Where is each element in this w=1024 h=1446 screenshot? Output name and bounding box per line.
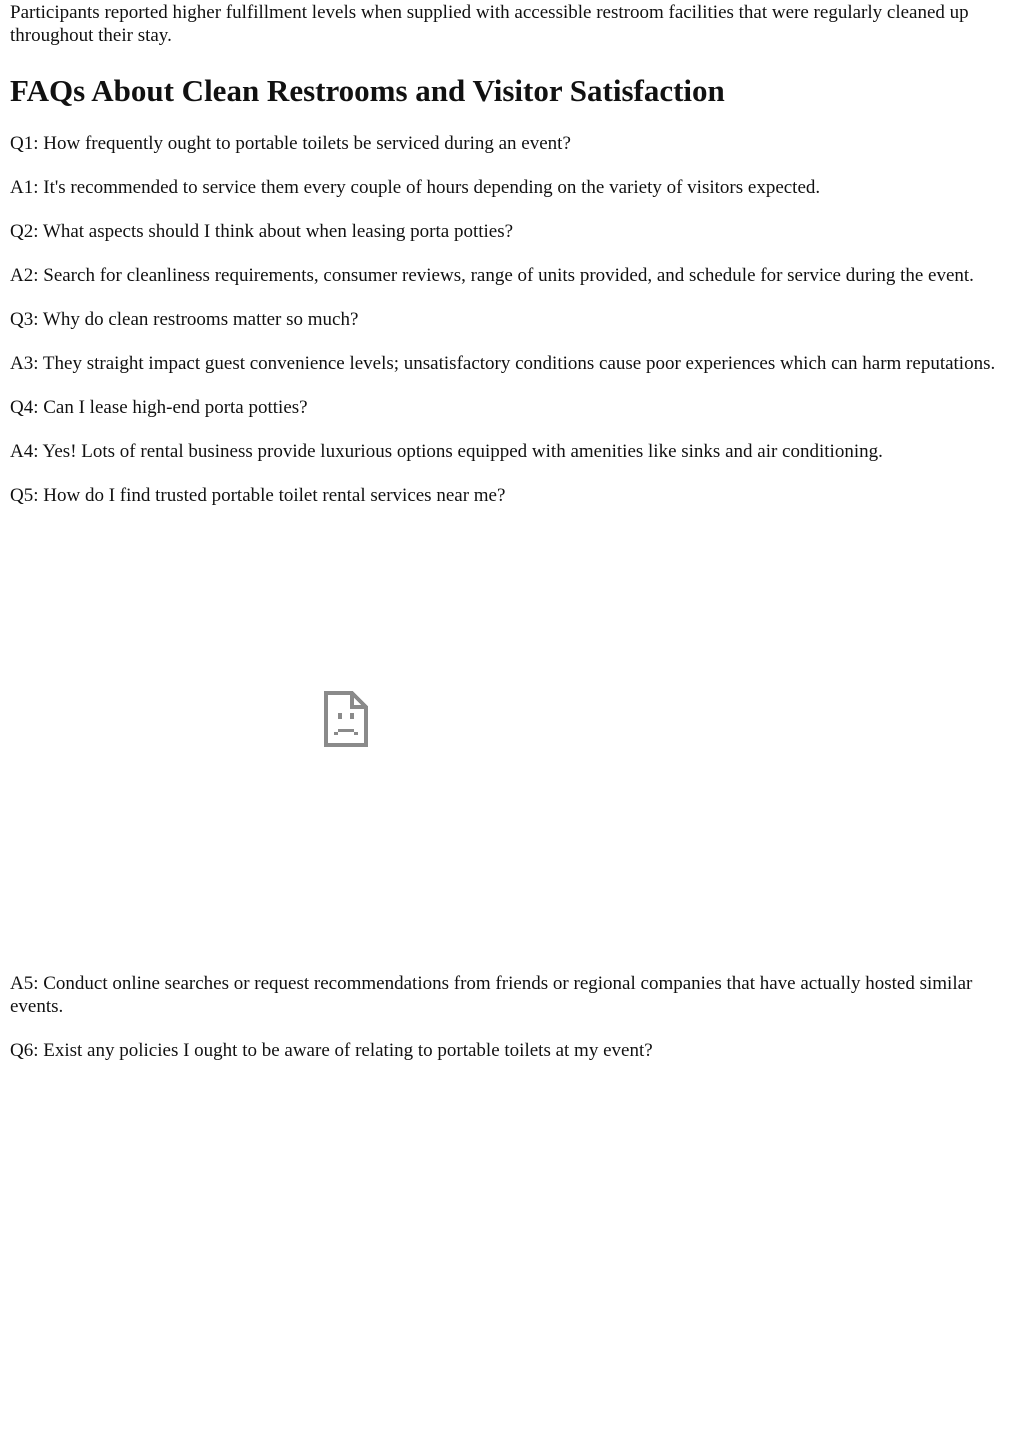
embedded-video-frame[interactable] <box>10 511 1006 951</box>
faq-answer-2: A2: Search for cleanliness requirements, consumer reviews, range of units provided, and schedule for service during the event. <box>10 265 974 286</box>
intro-paragraph: Participants reported higher fulfillment levels when supplied with accessible restroom facilities that were regularly cleaned up throughout their stay. <box>10 2 969 46</box>
faq-question-4: Q4: Can I lease high-end porta potties? <box>10 397 308 418</box>
faq-question-6: Q6: Exist any policies I ought to be aware of relating to portable toilets at my event? <box>10 1040 653 1061</box>
faq-answer-4: A4: Yes! Lots of rental business provide luxurious options equipped with amenities like sinks and air conditioning. <box>10 441 883 462</box>
faq-answer-1: A1: It's recommended to service them every couple of hours depending on the variety of visitors expected. <box>10 177 821 198</box>
article-body <box>10 0 1006 1062</box>
faq-heading: FAQs About Clean Restrooms and Visitor Satisfaction <box>10 73 725 108</box>
faq-question-3: Q3: Why do clean restrooms matter so much? <box>10 309 359 330</box>
faq-answer-3: A3: They straight impact guest convenience levels; unsatisfactory conditions cause poor experiences which can harm reputations. <box>10 353 996 374</box>
broken-page-icon <box>324 691 368 747</box>
faq-question-2: Q2: What aspects should I think about when leasing porta potties? <box>10 221 514 242</box>
faq-question-1: Q1: How frequently ought to portable toilets be serviced during an event? <box>10 133 571 154</box>
faq-question-5: Q5: How do I find trusted portable toilet rental services near me? <box>10 485 506 506</box>
faq-answer-5: A5: Conduct online searches or request recommendations from friends or regional companies that have actually hosted similar events. <box>10 973 973 1017</box>
